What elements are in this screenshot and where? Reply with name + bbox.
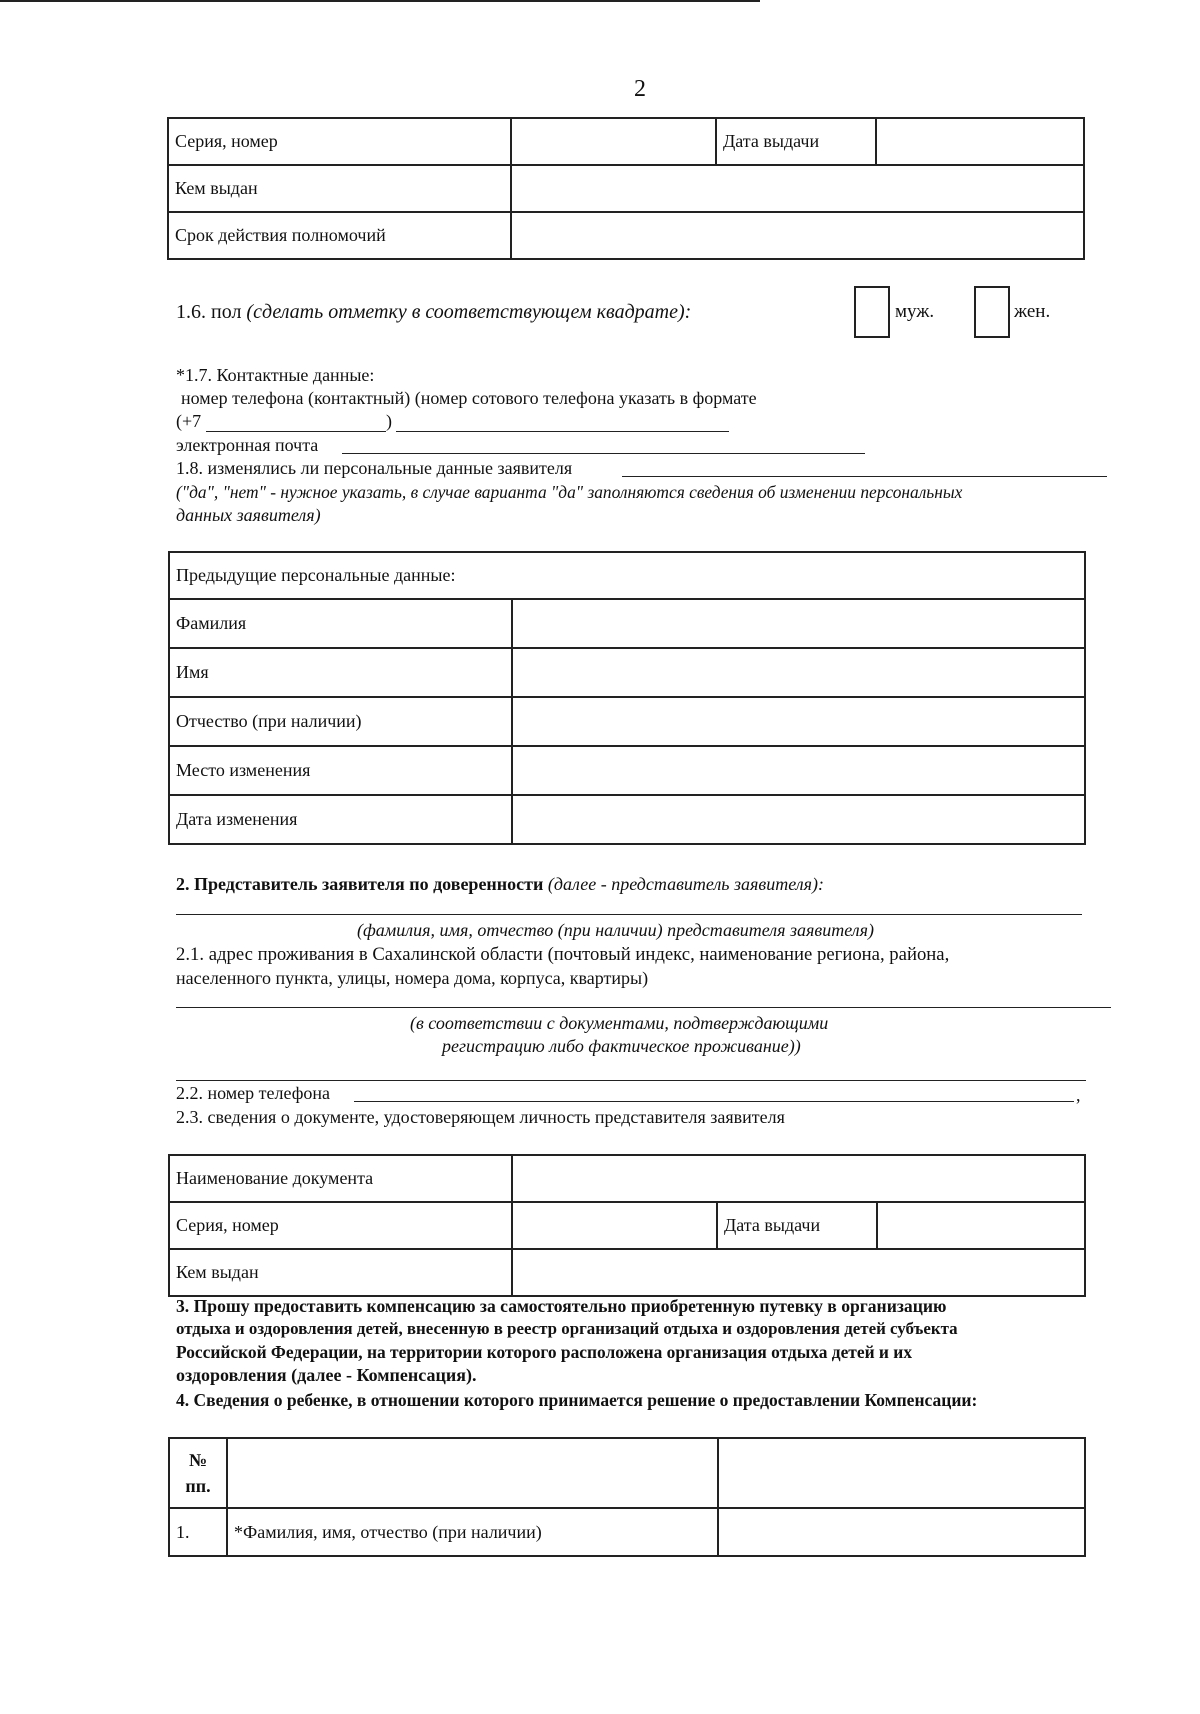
representative-heading-italic: (далее - представитель заявителя): xyxy=(547,874,824,894)
phone-code-line[interactable] xyxy=(206,431,386,432)
child-header-value xyxy=(718,1438,1085,1508)
prev-surname-field[interactable] xyxy=(512,599,1085,648)
male-checkbox[interactable] xyxy=(854,286,890,338)
child-name-field[interactable] xyxy=(718,1508,1085,1556)
email-line[interactable] xyxy=(342,453,865,454)
phone-number-line[interactable] xyxy=(396,431,729,432)
child-header-cell xyxy=(227,1438,718,1508)
page-number: 2 xyxy=(634,76,646,102)
phone-prefix: (+7 xyxy=(176,411,202,431)
change-date-field[interactable] xyxy=(512,795,1085,844)
prev-name-label: Имя xyxy=(169,648,512,697)
rep-issue-date-field[interactable] xyxy=(877,1202,1085,1249)
child-heading: 4. Сведения о ребенке, в отношении которого принимается решение о предоставлении Компенсации: xyxy=(176,1390,978,1410)
num-header xyxy=(169,1438,227,1508)
address-line[interactable] xyxy=(176,1007,1111,1008)
rep-document-table xyxy=(168,1154,1086,1297)
change-place-label: Место изменения xyxy=(169,746,512,795)
gender-hint: (сделать отметку в соответствующем квадрате): xyxy=(246,301,692,323)
num-header-abbr: пп. xyxy=(185,1476,211,1496)
female-label: жен. xyxy=(1014,301,1051,322)
request-line-1: 3. Прошу предоставить компенсацию за самостоятельно приобретенную путевку в организацию xyxy=(176,1296,947,1316)
document-table xyxy=(167,117,1085,260)
gender-question xyxy=(176,301,691,323)
issued-by-label: Кем выдан xyxy=(168,165,511,212)
email-label: электронная почта xyxy=(176,435,319,455)
changed-hint-2: данных заявителя) xyxy=(176,505,321,525)
changed-hint: ("да", "нет" - нужное указать, в случае варианта "да" заполняются сведения об изменении персональных xyxy=(176,482,963,502)
child-name-label: *Фамилия, имя, отчество (при наличии) xyxy=(227,1508,718,1556)
changed-line[interactable] xyxy=(622,476,1107,477)
validity-label: Срок действия полномочий xyxy=(168,212,511,259)
rep-phone-line[interactable] xyxy=(354,1101,1074,1102)
changed-label: 1.8. изменялись ли персональные данные заявителя xyxy=(176,458,573,478)
rep-doc-label: 2.3. сведения о документе, удостоверяющем личность представителя заявителя xyxy=(176,1107,785,1127)
child-table xyxy=(168,1437,1086,1557)
previous-data-header: Предыдущие персональные данные: xyxy=(169,552,1085,599)
representative-name-line[interactable] xyxy=(176,914,1082,915)
prev-name-field[interactable] xyxy=(512,648,1085,697)
num-header-sign: № xyxy=(188,1450,208,1470)
address-line-2[interactable] xyxy=(176,1080,1086,1081)
request-line-4: оздоровления (далее - Компенсация). xyxy=(176,1365,477,1385)
address-label: 2.1. адрес проживания в Сахалинской области (почтовый индекс, наименование региона, района, xyxy=(176,944,950,965)
issue-date-field[interactable] xyxy=(876,118,1084,165)
issued-by-field[interactable] xyxy=(511,165,1084,212)
rep-phone-label: 2.2. номер телефона xyxy=(176,1083,331,1103)
change-place-field[interactable] xyxy=(512,746,1085,795)
series-label: Серия, номер xyxy=(168,118,511,165)
rep-issue-date-label: Дата выдачи xyxy=(717,1202,877,1249)
issue-date-label: Дата выдачи xyxy=(716,118,876,165)
rep-doc-name-label: Наименование документа xyxy=(169,1155,512,1202)
validity-field[interactable] xyxy=(511,212,1084,259)
male-label: муж. xyxy=(895,301,935,322)
previous-data-table xyxy=(168,551,1086,845)
contacts-heading: *1.7. Контактные данные: xyxy=(176,365,375,385)
female-checkbox[interactable] xyxy=(974,286,1010,338)
prev-surname-label: Фамилия xyxy=(169,599,512,648)
address-caption-2: регистрацию либо фактическое проживание)) xyxy=(442,1036,801,1056)
representative-heading xyxy=(176,873,824,895)
rep-doc-name-field[interactable] xyxy=(512,1155,1085,1202)
change-date-label: Дата изменения xyxy=(169,795,512,844)
rep-series-field[interactable] xyxy=(512,1202,717,1249)
rep-series-label: Серия, номер xyxy=(169,1202,512,1249)
prev-patronymic-field[interactable] xyxy=(512,697,1085,746)
page-top-border xyxy=(0,0,760,2)
request-line-2: отдыха и оздоровления детей, внесенную в реестр организаций отдыха и оздоровления детей субъекта xyxy=(176,1319,958,1338)
series-field[interactable] xyxy=(511,118,716,165)
phone-label: номер телефона (контактный) (номер сотового телефона указать в формате xyxy=(181,388,757,408)
row-number: 1. xyxy=(169,1508,227,1556)
phone-close: ) xyxy=(386,411,392,431)
gender-label: 1.6. пол xyxy=(176,301,247,323)
address-caption-1: (в соответствии с документами, подтверждающими xyxy=(410,1013,829,1033)
rep-issued-by-label: Кем выдан xyxy=(169,1249,512,1296)
rep-issued-by-field[interactable] xyxy=(512,1249,1085,1296)
representative-heading-bold: 2. Представитель заявителя по доверенности xyxy=(176,874,548,894)
representative-name-caption: (фамилия, имя, отчество (при наличии) представителя заявителя) xyxy=(357,920,874,940)
rep-phone-end: , xyxy=(1076,1085,1081,1105)
prev-patronymic-label: Отчество (при наличии) xyxy=(169,697,512,746)
request-line-3: Российской Федерации, на территории которого расположена организация отдыха детей и их xyxy=(176,1342,913,1362)
address-label-2: населенного пункта, улицы, номера дома, корпуса, квартиры) xyxy=(176,968,649,988)
